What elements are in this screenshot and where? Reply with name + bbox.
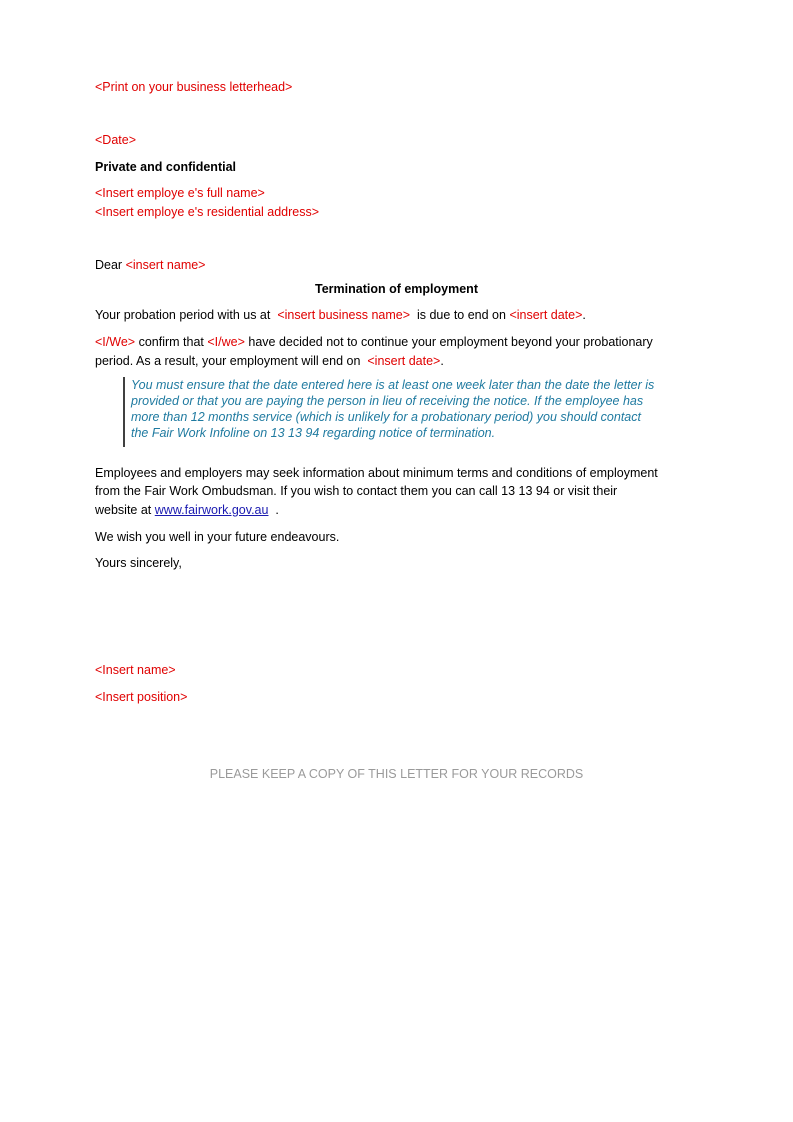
letterhead-placeholder: <Print on your business letterhead> (95, 80, 293, 94)
employee-name-placeholder: <Insert employe e's full name> (95, 186, 265, 200)
decision-paragraph-line2 (95, 352, 444, 370)
salutation-dear: Dear (95, 258, 123, 272)
records-footer-note: PLEASE KEEP A COPY OF THIS LETTER FOR YOUR RECORDS (209, 767, 584, 781)
guidance-note-line4: the Fair Work Infoline on 13 13 94 regarding notice of termination. (131, 426, 496, 440)
probation-text-1: Your probation period with us at (95, 308, 271, 322)
decision-text-4: . (440, 354, 444, 368)
guidance-note-line3: more than 12 months service (which is unlikely for a probationary period) you should contact (131, 410, 641, 424)
decision-paragraph-line1 (95, 333, 653, 351)
fairwork-website-link[interactable]: www.fairwork.gov.au (154, 503, 269, 517)
we-placeholder: <I/We> (95, 335, 136, 349)
probation-text-3: . (582, 308, 586, 322)
date-placeholder: <Date> (95, 133, 137, 147)
guidance-note-line2: provided or that you are paying the person in lieu of receiving the notice. If the employee has (131, 394, 644, 408)
decision-text-1: confirm that (138, 335, 204, 349)
fairwork-paragraph-line1: Employees and employers may seek information about minimum terms and conditions of employment (95, 466, 658, 480)
probation-text-2: is due to end on (416, 308, 506, 322)
guidance-note (123, 377, 691, 447)
fairwork-paragraph-line2: from the Fair Work Ombudsman. If you wish to contact them you can call 13 13 94 or visit their (95, 484, 618, 498)
we-placeholder-2: <I/we> (207, 335, 245, 349)
website-suffix: . (275, 503, 279, 517)
business-name-placeholder: <insert business name> (277, 308, 411, 322)
employee-address-placeholder: <Insert employe e's residential address> (95, 205, 320, 219)
fairwork-paragraph-line3 (95, 501, 279, 519)
probation-paragraph (95, 306, 586, 324)
signer-name-placeholder: <Insert name> (95, 663, 176, 677)
termination-date-placeholder: <insert date> (367, 354, 441, 368)
website-prefix: website at (95, 503, 152, 517)
guidance-note-line1: You must ensure that the date entered here is at least one week later than the date the letter is (131, 378, 655, 392)
salutation-name-placeholder: <insert name> (125, 258, 206, 272)
letter-title: Termination of employment (315, 282, 478, 296)
well-wishes: We wish you well in your future endeavours. (95, 530, 340, 544)
closing: Yours sincerely, (95, 556, 182, 570)
confidential-heading: Private and confidential (95, 160, 237, 174)
decision-text-3: period. As a result, your employment will end on (95, 354, 361, 368)
decision-text-2: have decided not to continue your employment beyond your probationary (248, 335, 653, 349)
salutation (95, 256, 206, 274)
signer-position-placeholder: <Insert position> (95, 690, 188, 704)
end-date-placeholder: <insert date> (509, 308, 583, 322)
